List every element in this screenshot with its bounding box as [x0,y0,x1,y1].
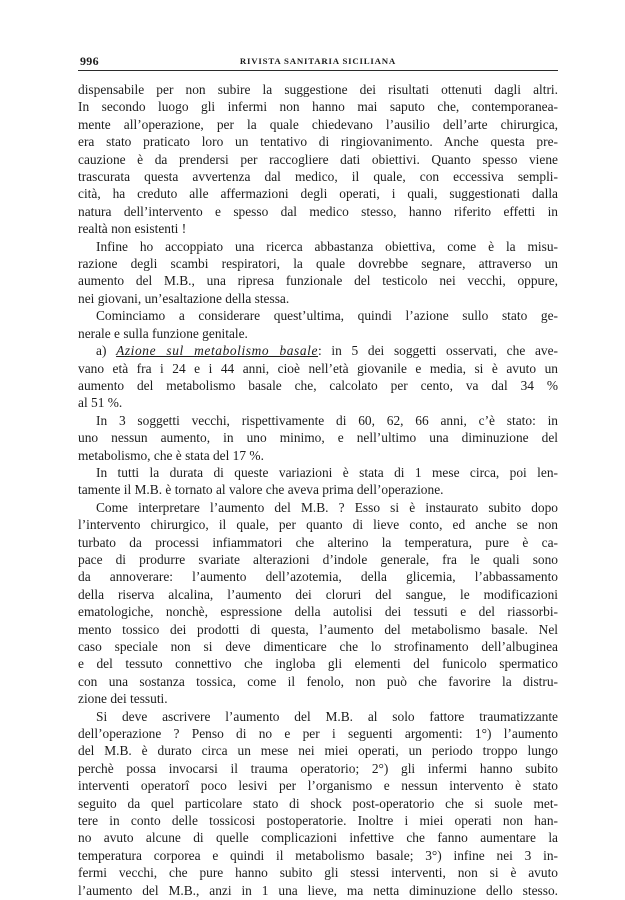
text-line: no avuto alcune di quelle complicazioni infettive che fanno aumentare la [78,830,558,846]
text-line: In tutti la durata di queste variazioni è stata di 1 mese circa, poi len- [96,464,558,480]
text-line: con una sostanza tossica, come il fenolo, non può che favorire la distru- [78,673,558,689]
section-marker: a) [96,343,117,359]
text-line: razione degli scambi respiratori, la quale dovrebbe segnare, attraverso un [78,256,558,272]
text-line: l’aumento del M.B., anzi in 1 una lieve, ma netta diminuzione dello stesso. [78,882,558,898]
text-line: caso speciale non si deve dimenticare che lo strofinamento dell’albuginea [78,639,558,654]
text-line: turbato da processi infiammatori che alterino la temperatura, pure è ca- [78,534,558,550]
text-line: da annoverare: l’aumento dell’azotemia, della glicemia, l’abbassamento [78,569,558,585]
text-line [78,342,558,359]
journal-title: RIVISTA SANITARIA SICILIANA [239,56,397,66]
journal-page [78,52,558,899]
text-line: uno nessun aumento, in uno minimo, e nell’ultimo una diminuzione del [78,430,558,446]
text-line: dell’operazione ? Penso di no e per i seguenti argomenti: 1°) l’aumento [78,726,558,742]
text-line: seguito da quel particolare stato di shock post-operatorio che si suole met- [78,795,558,811]
body-text [78,81,558,899]
paragraph [78,464,558,499]
paragraph [78,708,558,899]
text-line: dispensabile per non subire la suggestione dei risultati ottenuti dagli altri. [78,82,558,97]
text-line: temperatura corporea e quindi il metabolismo basale; 3°) infine nei 3 in- [78,847,558,863]
text-line: Si deve ascrivere l’aumento del M.B. al solo fattore traumatizzante [96,708,558,724]
text-line: Come interpretare l’aumento del M.B. ? Esso si è instaurato subito dopo [96,499,558,515]
text-line: Infine ho accoppiato una ricerca abbastanza obiettiva, come è la misu- [96,238,558,254]
text-line: fermi vecchi, che pure hanno subito gli stessi interventi, non si è avuto [78,865,558,881]
text-line: In secondo luogo gli infermi non hanno mai saputo che, contemporanea- [78,99,558,115]
text-line: del M.B. è durato circa un mese nei miei operati, un periodo troppo lungo [78,743,558,759]
paragraph [78,412,558,464]
text-line: trascurata questa avvertenza dal medico, il quale, con eccessiva sempli- [78,169,558,185]
paragraph [78,307,558,342]
text-line: mente all’operazione, per la quale chiedevano l’ausilio dell’arte chirurgica, [78,116,558,132]
paragraph [78,81,558,238]
text-line: al 51 %. [78,395,123,411]
text-line: ematologiche, nonchè, espressione della autolisi dei tessuti e del riassorbi- [78,604,558,620]
paragraph [78,342,558,412]
text-line: cità, ha creduto alle affermazioni degli operati, i quali, suggestionati dalla [78,186,558,202]
section-heading: Azione sul metabolismo basale [116,343,319,359]
text-line: perchè possa invocarsi il trauma operatorio; 2°) gli infermi hanno subito [78,760,558,776]
paragraph [78,238,558,308]
text-line: interventi operatorî poco lesivi per l’organismo e nessun intervento è stato [78,778,558,794]
text-fragment: : in 5 dei soggetti osservati, che ave- [318,343,558,359]
text-line: In 3 soggetti vecchi, rispettivamente di 60, 62, 66 anni, c’è stato: in [96,412,558,428]
text-line: tere in conto delle tossicosi postoperatorie. Inoltre i miei operati non han- [78,813,558,829]
paragraph [78,499,558,708]
text-line: pace di produrre svariate alterazioni d’indole generale, fra le quali sono [78,551,558,567]
text-line: metabolismo, che è stata del 17 %. [78,447,264,463]
text-line: aumento del metabolismo basale che, calcolato per cento, va dal 34 % [78,377,558,393]
text-line: l’intervento chirurgico, il quale, per quanto di lieve conto, ed anche se non [78,517,558,533]
running-head [78,52,558,71]
text-line: era stato praticato loro un tentativo di ringiovanimento. Anche questa pre- [78,134,558,150]
text-line: vano età fra i 24 e i 44 anni, cioè nell’età giovanile e media, si è avuto un [78,360,558,376]
text-line: mento tossico dei prodotti di questa, l’aumento del metabolismo basale. Nel [78,621,558,637]
text-line: nei giovani, un’esaltazione della stessa. [78,290,290,306]
text-line: tamente il M.B. è tornato al valore che aveva prima dell’operazione. [78,482,444,498]
text-line: e del tessuto connettivo che ingloba gli elementi del funicolo spermatico [78,656,558,672]
text-line: realtà non esistenti ! [78,221,187,237]
page-number: 996 [80,54,99,68]
text-line: Cominciamo a considerare quest’ultima, quindi l’azione sullo stato ge- [96,308,558,324]
text-line: nerale e sulla funzione genitale. [78,325,248,341]
text-line: aumento del M.B., una ripresa funzionale del testicolo nei vecchi, oppure, [78,273,558,289]
text-line: della riserva alcalina, l’aumento dei cloruri del sangue, le modificazioni [78,586,558,602]
text-line: zione dei tessuti. [78,691,168,707]
text-line: natura dell’intervento e spesso dal medico stesso, hanno riferito effetti in [78,203,558,219]
text-line: cauzione è da prendersi per raccogliere dati obiettivi. Quanto spesso viene [78,151,558,167]
